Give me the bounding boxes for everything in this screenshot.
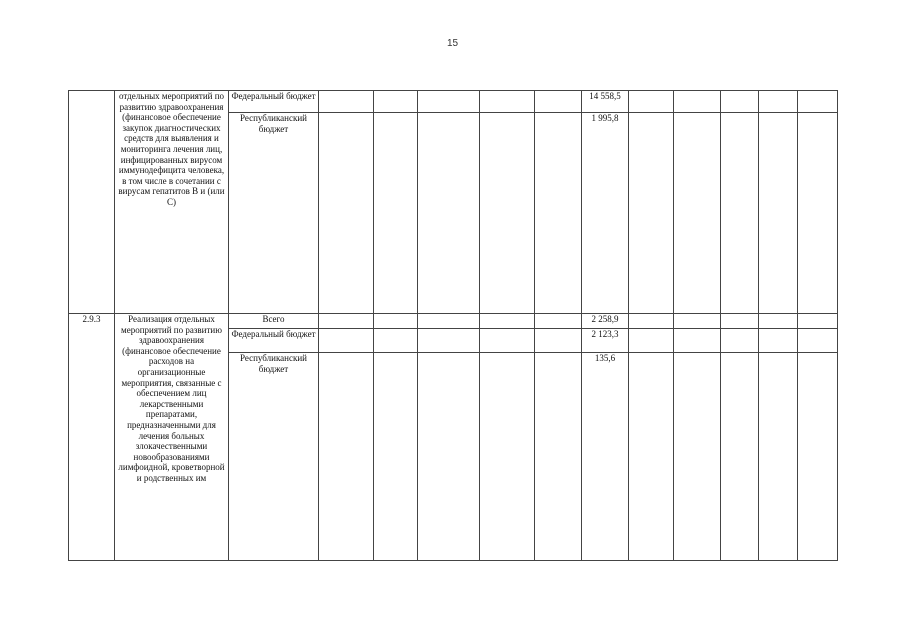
empty-cell [319, 91, 374, 113]
empty-cell [721, 314, 759, 329]
empty-cell [629, 314, 674, 329]
item-name-cell: отдельных мероприятий по развитию здравоохранения (финансовое обеспечение закупок диагностических средств для выявления и мониторинга лечения лиц, инфицированных вирусом иммунодефицита человека, в том числе в сочетании с вирусам гепатитов В и (или С) [115, 91, 229, 314]
item-name-cell: Реализация отдельных мероприятий по развитию здравоохранения (финансовое обеспечение расходов на организационные мероприятия, связанные с обеспечением лиц лекарственными препаратами, предназначенными для лечения больных злокачественными новообразованиями лимфоидной, кроветворной и родственных им [115, 314, 229, 561]
empty-cell [674, 91, 721, 113]
empty-cell [535, 113, 582, 314]
item-number-cell: 2.9.3 [69, 314, 115, 561]
empty-cell [759, 353, 798, 561]
empty-cell [674, 314, 721, 329]
funding-source-cell: Республиканский бюджет [229, 353, 319, 561]
funding-source-cell: Республиканский бюджет [229, 113, 319, 314]
empty-cell [418, 113, 480, 314]
empty-cell [759, 314, 798, 329]
empty-cell [721, 91, 759, 113]
value-cell: 1 995,8 [582, 113, 629, 314]
value-cell: 2 123,3 [582, 329, 629, 353]
item-number-cell [69, 91, 115, 314]
empty-cell [629, 329, 674, 353]
empty-cell [629, 113, 674, 314]
empty-cell [759, 329, 798, 353]
empty-cell [418, 314, 480, 329]
empty-cell [374, 314, 418, 329]
table-row [69, 314, 838, 329]
empty-cell [798, 314, 838, 329]
empty-cell [759, 91, 798, 113]
empty-cell [418, 329, 480, 353]
empty-cell [674, 113, 721, 314]
empty-cell [418, 91, 480, 113]
empty-cell [319, 329, 374, 353]
empty-cell [319, 314, 374, 329]
funding-source-cell: Федеральный бюджет [229, 91, 319, 113]
value-cell: 135,6 [582, 353, 629, 561]
empty-cell [629, 353, 674, 561]
empty-cell [374, 329, 418, 353]
funding-source-cell: Федеральный бюджет [229, 329, 319, 353]
empty-cell [319, 113, 374, 314]
empty-cell [480, 113, 535, 314]
empty-cell [721, 113, 759, 314]
empty-cell [798, 113, 838, 314]
funding-source-cell: Всего [229, 314, 319, 329]
empty-cell [480, 329, 535, 353]
empty-cell [418, 353, 480, 561]
empty-cell [759, 113, 798, 314]
empty-cell [535, 353, 582, 561]
empty-cell [798, 353, 838, 561]
empty-cell [674, 353, 721, 561]
empty-cell [480, 91, 535, 113]
empty-cell [535, 91, 582, 113]
value-cell: 2 258,9 [582, 314, 629, 329]
empty-cell [798, 329, 838, 353]
budget-table [68, 90, 838, 561]
table-row [69, 91, 838, 113]
empty-cell [374, 91, 418, 113]
empty-cell [674, 329, 721, 353]
empty-cell [798, 91, 838, 113]
empty-cell [480, 353, 535, 561]
empty-cell [374, 353, 418, 561]
page-number: 15 [446, 38, 459, 49]
empty-cell [721, 329, 759, 353]
empty-cell [721, 353, 759, 561]
value-cell: 14 558,5 [582, 91, 629, 113]
empty-cell [535, 314, 582, 329]
empty-cell [629, 91, 674, 113]
empty-cell [319, 353, 374, 561]
empty-cell [535, 329, 582, 353]
empty-cell [374, 113, 418, 314]
empty-cell [480, 314, 535, 329]
